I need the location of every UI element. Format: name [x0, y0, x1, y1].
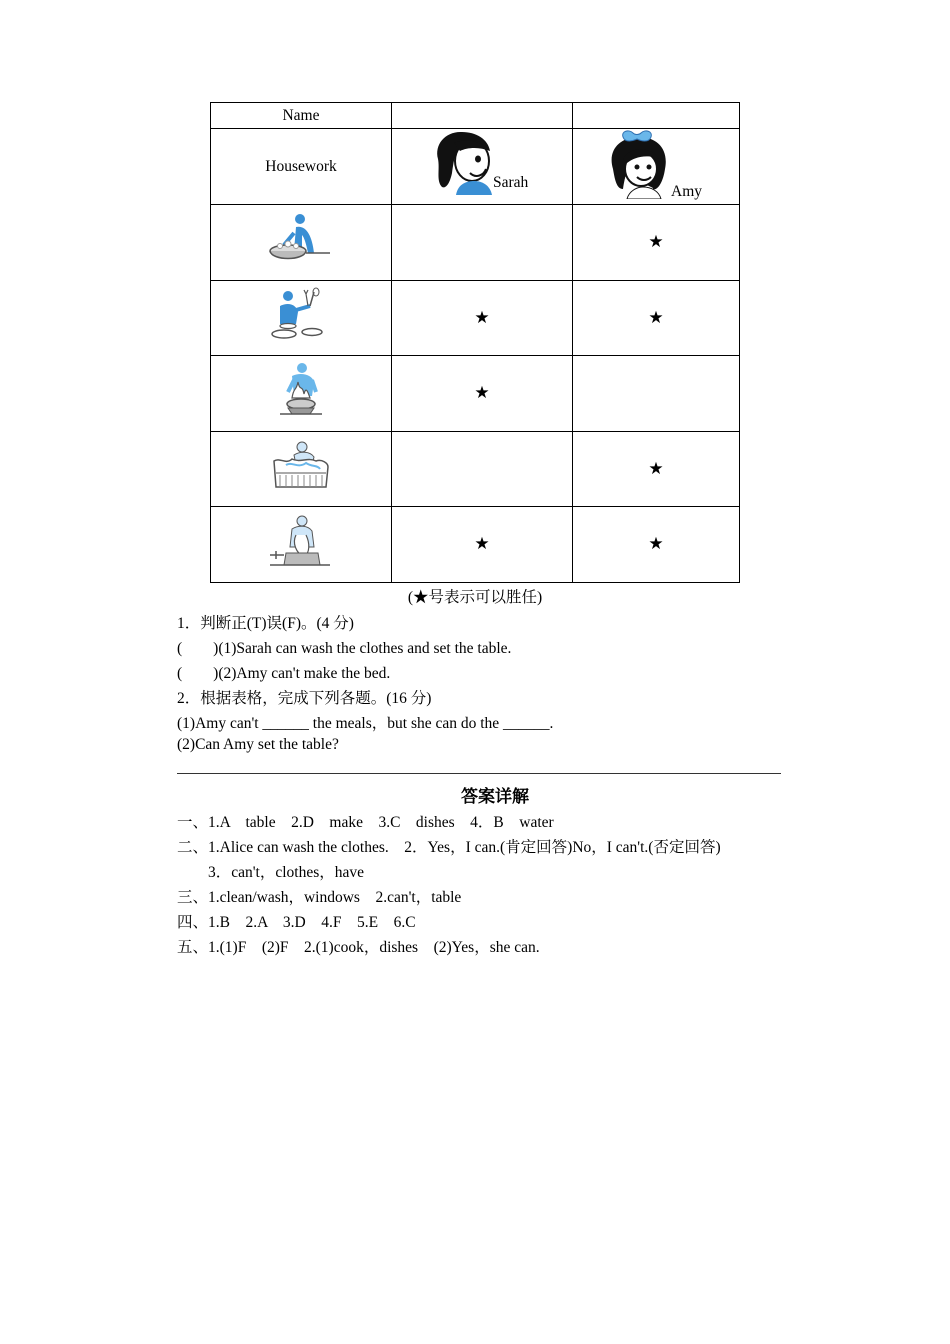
task-row [211, 280, 740, 356]
task-icon-cell [211, 205, 392, 281]
question-1-title: 1．判断正(T)误(F)。(4 分) [177, 615, 354, 632]
cooking-icon [266, 362, 336, 420]
answer-line-4: 三、1.clean/wash，windows 2.can't，table [177, 889, 462, 906]
header-name-cell: Name [211, 103, 392, 129]
person-name-sarah: Sarah [493, 174, 529, 191]
amy-mark: ★ [648, 458, 664, 479]
setting-table-icon [266, 286, 336, 344]
amy-mark: ★ [648, 307, 664, 328]
task-icon-cell [211, 356, 392, 432]
answer-line-1: 一、1.A table 2.D make 3.C dishes 4．B water [177, 814, 554, 831]
question-1-item-1: ( )(1)Sarah can wash the clothes and set the table. [177, 640, 512, 657]
washing-dishes-icon [266, 211, 336, 269]
answer-line-2: 二、1.Alice can wash the clothes. 2．Yes，I can.(肯定回答)No，I can't.(否定回答) [177, 839, 721, 856]
task-icon-cell [211, 507, 392, 583]
sarah-portrait-icon [432, 129, 496, 195]
washing-clothes-icon [266, 437, 336, 495]
task-icon-cell [211, 431, 392, 507]
housework-table [210, 102, 740, 583]
task-row [211, 431, 740, 507]
task-row [211, 205, 740, 281]
header-empty-cell [392, 103, 573, 129]
answers-title: 答案详解 [461, 787, 529, 807]
header-housework-cell: Housework [211, 129, 392, 205]
sarah-mark: ★ [474, 383, 490, 404]
task-row [211, 356, 740, 432]
answer-line-6: 五、1.(1)F (2)F 2.(1)cook，dishes (2)Yes，she can. [177, 939, 540, 956]
question-2-title: 2．根据表格，完成下列各题。(16 分) [177, 690, 432, 707]
sarah-mark: ★ [474, 534, 490, 555]
sarah-mark: ★ [474, 307, 490, 328]
person-amy-cell [573, 129, 740, 205]
answer-line [177, 773, 781, 774]
answer-line-3: 3．can't，clothes，have [177, 864, 365, 881]
question-2-item-1: (1)Amy can't ______ the meals，but she can do the ______. [177, 715, 554, 732]
amy-portrait-icon [607, 129, 671, 199]
header-empty-cell [573, 103, 740, 129]
person-sarah-cell [392, 129, 573, 205]
question-1-item-2: ( )(2)Amy can't make the bed. [177, 665, 391, 682]
person-name-amy: Amy [671, 183, 702, 200]
cleaning-icon [266, 513, 336, 571]
amy-mark: ★ [648, 534, 664, 555]
table-caption: (★号表示可以胜任) [407, 589, 543, 606]
task-row [211, 507, 740, 583]
answer-line-5: 四、1.B 2.A 3.D 4.F 5.E 6.C [177, 914, 416, 931]
amy-mark: ★ [648, 232, 664, 253]
task-icon-cell [211, 280, 392, 356]
question-2-item-2: (2)Can Amy set the table? [177, 736, 339, 753]
